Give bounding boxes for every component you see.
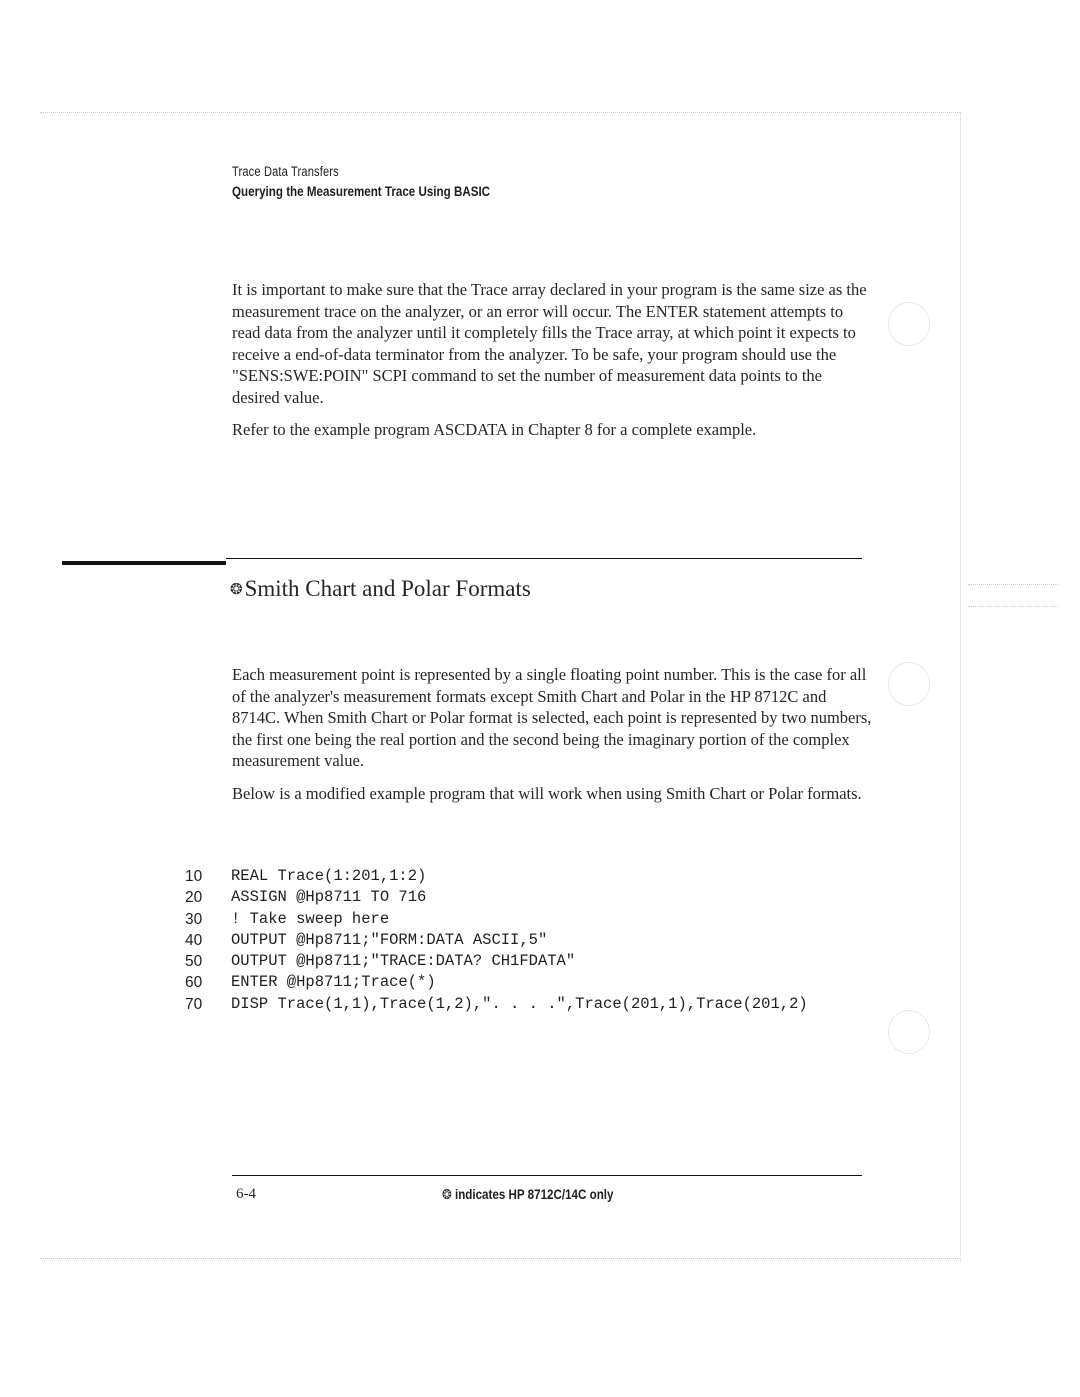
running-head: Trace Data Transfers [232, 164, 339, 179]
footer-note-text: indicates HP 8712C/14C only [454, 1187, 614, 1202]
right-scan-edge [960, 112, 961, 1262]
section-subhead: Querying the Measurement Trace Using BASIC [232, 184, 491, 199]
top-scan-edge [40, 112, 960, 113]
section-rule-thin [226, 558, 862, 559]
intro-text [232, 279, 872, 452]
code-line [185, 909, 808, 930]
section-text [232, 664, 872, 815]
code-text: ! Take sweep here [231, 909, 390, 928]
code-text: REAL Trace(1:201,1:2) [231, 867, 427, 885]
line-number: 60 [185, 974, 203, 992]
page-number: 6-4 [236, 1186, 256, 1202]
code-line [185, 951, 808, 972]
section-paragraph-2: Below is a modified example program that will work when using Smith Chart or Polar formats. [232, 783, 862, 803]
section-title: Smith Chart and Polar Formats [244, 576, 531, 601]
code-line [185, 887, 808, 908]
hp-8712c-14c-icon: ❂ [442, 1187, 452, 1203]
line-number: 40 [185, 931, 203, 949]
bottom-scan-edge [40, 1258, 960, 1259]
code-listing [185, 866, 808, 1015]
footer-note [442, 1187, 614, 1203]
line-number: 10 [185, 868, 203, 885]
section-paragraph-1: Each measurement point is represented by a single floating point number. This is the case for all of the analyzer's measurement formats except Smith Chart and Polar in the HP 8712C and 8714C. When Smith Chart or Polar format is selected, each point is represented by two numbers, the first one being the real portion and the second being the imaginary portion of the complex measurement value. [232, 665, 872, 770]
code-text: OUTPUT @Hp8711;"TRACE:DATA? CH1FDATA" [231, 952, 576, 971]
binder-hole-1 [888, 302, 930, 346]
code-text: OUTPUT @Hp8711;"FORM:DATA ASCII,5" [231, 930, 548, 949]
line-number: 50 [185, 953, 203, 971]
line-number: 20 [185, 889, 203, 907]
right-tab-edge-top [968, 584, 1058, 585]
code-line [185, 994, 808, 1015]
hp-8712c-14c-icon: ❂ [230, 582, 243, 598]
code-text: DISP Trace(1,1),Trace(1,2),". . . .",Trace(201,1),Trace(201,2) [231, 994, 808, 1013]
intro-paragraph-2: Refer to the example program ASCDATA in Chapter 8 for a complete example. [232, 420, 757, 439]
section-rule-thick [62, 561, 226, 565]
right-tab-edge-bottom [968, 606, 1058, 607]
section-heading [230, 576, 531, 602]
code-line [185, 866, 808, 887]
line-number: 70 [185, 995, 203, 1013]
binder-hole-2 [888, 662, 930, 706]
code-text: ASSIGN @Hp8711 TO 716 [231, 888, 427, 907]
code-text: ENTER @Hp8711;Trace(*) [231, 973, 436, 992]
binder-hole-3 [888, 1010, 930, 1054]
line-number: 30 [185, 910, 203, 928]
intro-paragraph-1: It is important to make sure that the Trace array declared in your program is the same size as the measurement trace on the analyzer, or an error will occur. The ENTER statement attempts to read data from the analyzer until it completely fills the Trace array, at which point it expects to receive a end-of-data terminator from the analyzer. To be safe, your program should use the "SENS:SWE:POIN" SCPI command to set the number of measurement data points to the desired value. [232, 280, 867, 407]
code-line [185, 930, 808, 951]
code-line [185, 972, 808, 993]
footer-rule [232, 1175, 862, 1176]
